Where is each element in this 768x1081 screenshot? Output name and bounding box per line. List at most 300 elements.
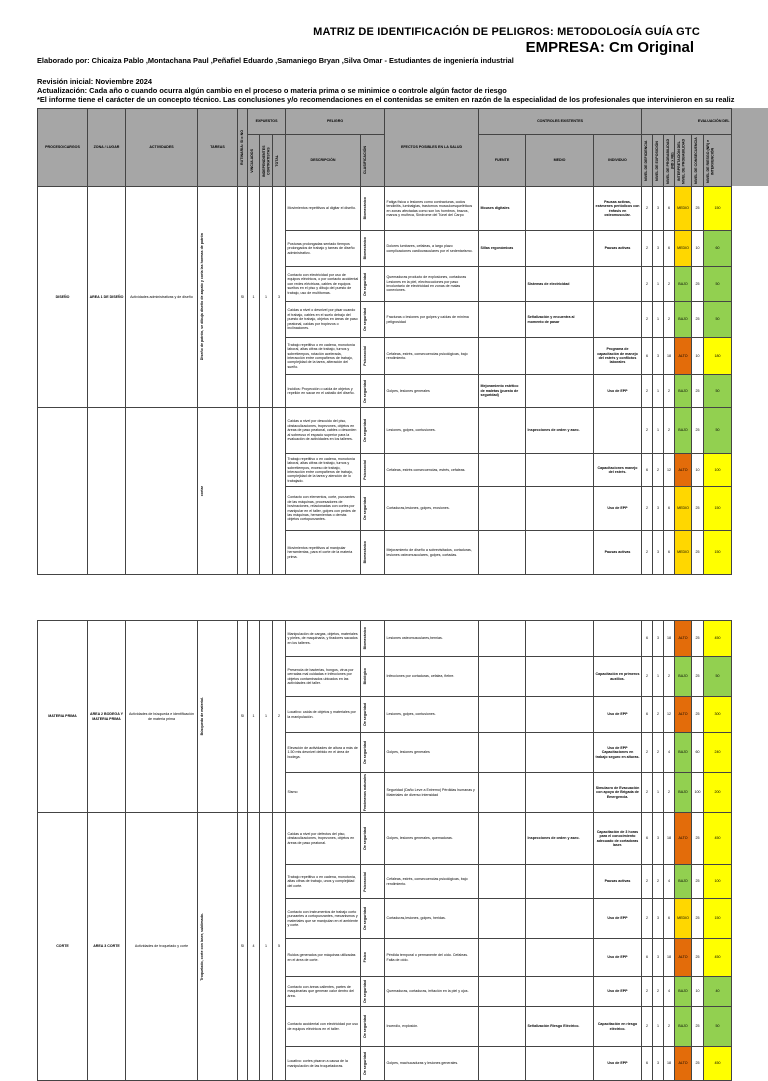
control-individuo: Programa de capacitación de manejo del estrés y conflictos laborales (594, 338, 642, 375)
control-fuente (479, 899, 526, 939)
group-total: 5 (273, 813, 286, 1081)
hazard-classification: Biomecánico (361, 531, 385, 575)
matrix-title: MATRIZ DE IDENTIFICACIÓN DE PELIGROS: METODOLOGÍA GUÍA GTC (313, 26, 700, 38)
nivel-riesgo: 300 (704, 697, 732, 733)
nivel-deficiencia: 2 (642, 865, 653, 899)
group-vinculados: 4 (248, 813, 260, 1081)
interpretacion-probabilidad: BAJO (675, 408, 692, 454)
control-individuo: Uso de EPP (594, 977, 642, 1007)
control-medio (526, 621, 594, 657)
control-fuente: Mejoramiento estético de maletas (puesto de seguridad) (479, 375, 526, 408)
nivel-consecuencia: 25 (692, 531, 704, 575)
health-effects: Golpes, lesiones generales (385, 733, 479, 773)
health-effects: Lesiones, golpes, contusiones. (385, 697, 479, 733)
group-actividades: Actividades de búsqueda e identificación de materia prima (126, 621, 198, 813)
nivel-deficiencia: 6 (642, 697, 653, 733)
nivel-probabilidad: 4 (664, 977, 675, 1007)
nivel-probabilidad: 18 (664, 338, 675, 375)
control-medio: Inspecciones de orden y aseo. (526, 408, 594, 454)
nivel-riesgo: 180 (704, 338, 732, 375)
nivel-riesgo: 150 (704, 187, 732, 231)
group-zona: AREA 2 BODEGA Y MATERIA PRIMA (88, 621, 126, 813)
control-individuo: Uso de EPP (594, 939, 642, 977)
interpretacion-probabilidad: BAJO (675, 302, 692, 338)
group-vinculados: 1 (248, 187, 260, 408)
nivel-probabilidad: 6 (664, 487, 675, 531)
health-effects: Incendio, explosión. (385, 1007, 479, 1047)
control-medio (526, 375, 594, 408)
hazard-classification: De seguridad (361, 267, 385, 302)
nivel-deficiencia: 2 (642, 657, 653, 697)
hazard-classification: De seguridad (361, 302, 385, 338)
nivel-probabilidad: 2 (664, 267, 675, 302)
nivel-riesgo: 150 (704, 487, 732, 531)
col-tareas: TAREAS (198, 109, 238, 187)
control-fuente (479, 1007, 526, 1047)
nivel-deficiencia: 2 (642, 267, 653, 302)
health-effects: Pérdida temporal o permanente del oído. Cefaleas. Falta de oído. (385, 939, 479, 977)
control-fuente (479, 865, 526, 899)
control-medio (526, 454, 594, 487)
interpretacion-probabilidad: MEDIO (675, 487, 692, 531)
group-rutinaria: SI (238, 187, 248, 408)
interpretacion-probabilidad: BAJO (675, 375, 692, 408)
nivel-probabilidad: 18 (664, 939, 675, 977)
hazard-classification: Fenómenos naturales (361, 773, 385, 813)
control-individuo (594, 302, 642, 338)
control-fuente (479, 302, 526, 338)
health-effects: Golpes, lesiones generales (385, 375, 479, 408)
col-nd: NIVEL DE DEFICIENCIA (642, 135, 653, 187)
col-nr: NIVEL DE RIESGO (NR) e INTERVENCIÓN (704, 135, 732, 187)
nivel-deficiencia: 6 (642, 939, 653, 977)
hazard-classification: De seguridad (361, 408, 385, 454)
table-row (38, 408, 732, 454)
nivel-consecuencia: 25 (692, 487, 704, 531)
nivel-deficiencia: 6 (642, 813, 653, 865)
hazard-description: Caídas a nivel por defectos del piso, obstaculizaciones, tropezones, objetos en áreas de paso peatonal. (286, 813, 361, 865)
nivel-exposicion: 3 (653, 939, 664, 977)
nivel-deficiencia: 2 (642, 408, 653, 454)
hazard-description: Presencia de bacterias, hongos, virus por cerradas mal cuidadas e infecciones por objetos contaminados ubicados en las actividades del taller. (286, 657, 361, 697)
control-fuente (479, 408, 526, 454)
col-peligro: PELIGRO (286, 109, 385, 135)
col-clasificacion: CLASIFICACIÓN (361, 135, 385, 187)
hazard-description: Contacto con electricidad por uso de equipos eléctricos, o por contacto accidental con redes eléctricas, cables de equipos sueltos en el piso y dibujo del puesto de trabajo, uso de multitomas. (286, 267, 361, 302)
interpretacion-probabilidad: MEDIO (675, 187, 692, 231)
control-fuente (479, 977, 526, 1007)
control-medio: Sistemas de electricidad (526, 267, 594, 302)
control-fuente (479, 697, 526, 733)
interpretacion-probabilidad: ALTO (675, 454, 692, 487)
control-individuo: Capacitación de 3 horas para el conocimiento adecuado de cortadoras laser. (594, 813, 642, 865)
nivel-probabilidad: 6 (664, 187, 675, 231)
control-medio (526, 657, 594, 697)
nivel-riesgo: 150 (704, 531, 732, 575)
nivel-riesgo: 50 (704, 408, 732, 454)
nivel-exposicion: 2 (653, 697, 664, 733)
control-fuente (479, 338, 526, 375)
matrix-header-table (37, 108, 732, 187)
group-independientes: 1 (260, 813, 273, 1081)
nivel-deficiencia: 2 (642, 487, 653, 531)
health-effects: Cortaduras,lesiones, golpes, heridas. (385, 899, 479, 939)
nivel-deficiencia: 6 (642, 1047, 653, 1081)
group-rutinaria (238, 408, 248, 575)
nivel-probabilidad: 18 (664, 813, 675, 865)
hazard-description: Contacto con áreas calientes, partes de maquinarias que generan calor dentro del área. (286, 977, 361, 1007)
health-effects: Fatiga física o lesiones como contracturas, codos tendinitis, lumbalgias, trastornos musculoesqueléticos en zonas afectadas como son los hombros, brazos, manos y muñeca, Síndrome del Túnel del Carpo (385, 187, 479, 231)
matrix-body-page1 (37, 186, 732, 575)
hazard-description: Trabajo repetitivo o en cadena, monotonía laboral, altas cifras de trabajo, turnos y sobretiempos, rotación acelerada, interacción entre compañeros de trabajo, complejidad de la tarea, alteración del sueño. (286, 338, 361, 375)
nivel-deficiencia: 6 (642, 454, 653, 487)
nivel-riesgo: 50 (704, 657, 732, 697)
col-medio: MEDIO (526, 135, 594, 187)
nivel-riesgo: 100 (704, 865, 732, 899)
nivel-deficiencia: 2 (642, 531, 653, 575)
nivel-consecuencia: 25 (692, 697, 704, 733)
control-medio: Inspecciones de orden y aseo. (526, 813, 594, 865)
control-individuo: Uso de EPP (594, 1047, 642, 1081)
nivel-riesgo: 200 (704, 773, 732, 813)
nivel-deficiencia: 6 (642, 338, 653, 375)
interpretacion-probabilidad: ALTO (675, 939, 692, 977)
nivel-probabilidad: 2 (664, 1007, 675, 1047)
control-fuente (479, 267, 526, 302)
hazard-description: Caídas a nivel o desnivel por pisar cuando el trabajo, cables en el suelo debajo del puesto de trabajo, objetos en áreas de paso peatonal, caídas por tropiezos o inclinaciones. (286, 302, 361, 338)
control-medio (526, 187, 594, 231)
nivel-probabilidad: 12 (664, 697, 675, 733)
nivel-exposicion: 3 (653, 231, 664, 267)
nivel-deficiencia: 2 (642, 187, 653, 231)
nivel-deficiencia: 2 (642, 231, 653, 267)
nivel-exposicion: 1 (653, 657, 664, 697)
interpretacion-probabilidad: ALTO (675, 1047, 692, 1081)
nivel-exposicion: 1 (653, 773, 664, 813)
nivel-probabilidad: 6 (664, 231, 675, 267)
control-medio (526, 1047, 594, 1081)
nivel-consecuencia: 25 (692, 302, 704, 338)
hazard-classification: Biológico (361, 657, 385, 697)
control-individuo: Uso de EPP (594, 697, 642, 733)
group-proceso (38, 408, 88, 575)
hazard-description: Manipulación de cargas, objetos, materiales y pieles, de maquinaria, y tiradores sacados en los talleres. (286, 621, 361, 657)
col-evaluacion: EVALUACIÓN DEL (642, 109, 732, 135)
control-medio (526, 899, 594, 939)
col-inp: INTERPRETACIÓN DEL NIVEL DE PROBABILIDAD (675, 135, 692, 187)
nivel-consecuencia: 25 (692, 621, 704, 657)
nivel-riesgo: 40 (704, 977, 732, 1007)
control-medio (526, 697, 594, 733)
col-descripcion: DESCRIPCIÓN (286, 135, 361, 187)
hazard-description: Contacto con elementos, corte, punzantes de las máquinas, procesadores de bovinaciones, relacionadas con cortes por manipular en el taller, golpes con pedes de las máquinas, herramientas o demás objetos cortopunzantes. (286, 487, 361, 531)
hazard-classification: De seguridad (361, 1047, 385, 1081)
nivel-deficiencia: 2 (642, 375, 653, 408)
interpretacion-probabilidad: BAJO (675, 1007, 692, 1047)
nivel-riesgo: 50 (704, 302, 732, 338)
hazard-classification: Biomecánico (361, 231, 385, 267)
nivel-exposicion: 3 (653, 187, 664, 231)
nivel-riesgo: 450 (704, 813, 732, 865)
control-individuo (594, 267, 642, 302)
health-effects: Infecciones por cortaduras, cefalea, fiebre. (385, 657, 479, 697)
control-medio: Señalización y encuentra al momento de pasar (526, 302, 594, 338)
nivel-probabilidad: 2 (664, 302, 675, 338)
nivel-consecuencia: 25 (692, 813, 704, 865)
health-effects: Fracturas o lesiones por golpes y caídas de mínima peligrosidad (385, 302, 479, 338)
control-individuo: Capacitación en primeros auxilios. (594, 657, 642, 697)
health-effects: Cefaleas, estrés, consecuencias psicológicas, bajo rendimiento. (385, 338, 479, 375)
nivel-exposicion: 3 (653, 1047, 664, 1081)
control-individuo (594, 408, 642, 454)
control-medio (526, 977, 594, 1007)
control-fuente (479, 773, 526, 813)
nivel-probabilidad: 4 (664, 865, 675, 899)
nivel-consecuencia: 25 (692, 408, 704, 454)
col-expuestos: EXPUESTOS (248, 109, 286, 135)
col-controles: CONTROLES EXISTENTES (479, 109, 642, 135)
col-fuente: FUENTE (479, 135, 526, 187)
hazard-description: Trabajo repetitivo o en cadena, monotonía laboral, altas cifras de trabajo, turnos y sobretiempos, exceso de trabajo, interacción entre compañeros de trabajo, complejidad de la tarea y atención de lo trabajado. (286, 454, 361, 487)
hazard-description: Trabajo repetitivo o en cadena, monotonía, altas cifras de trabajo, unos y complejidad del corte. (286, 865, 361, 899)
health-effects: Quemaduras producto de explosiones, cortaduras Lesiones en la piel, electrocuciones por paso involuntario de electricidad en zonas de malas conexiones. (385, 267, 479, 302)
health-effects: Quemaduras, cortaduras, irritación en la piel y ojos. (385, 977, 479, 1007)
nivel-consecuencia: 25 (692, 657, 704, 697)
authors-line: Elaborado por: Chicaiza Pablo ,Montachana Paul ,Peñafiel Eduardo ,Samaniego Bryan ,Silva Omar - Estudiantes de ingeniería industrial (37, 56, 514, 65)
nivel-exposicion: 2 (653, 865, 664, 899)
health-effects: Golpes, machucaduras y lesiones generales. (385, 1047, 479, 1081)
health-effects: Seguridad (Daño Leve a Extremo) Pérdidas humanas y Materiales de diverso intensidad (385, 773, 479, 813)
group-tareas: Troquelado, corte con laser, sublimado. (198, 813, 238, 1081)
table-row (38, 187, 732, 231)
group-independientes: 1 (260, 621, 273, 813)
interpretacion-probabilidad: MEDIO (675, 231, 692, 267)
hazard-classification: Psicosocial (361, 338, 385, 375)
nivel-exposicion: 3 (653, 813, 664, 865)
control-individuo: Capacitación en riesgo eléctrico. (594, 1007, 642, 1047)
control-fuente (479, 1047, 526, 1081)
control-fuente: Sillas ergonómicas (479, 231, 526, 267)
group-total (273, 408, 286, 575)
nivel-riesgo: 240 (704, 733, 732, 773)
control-medio: Señalización Riesgo Eléctrico. (526, 1007, 594, 1047)
hazard-description: Incidios: Proyección o caída de objetos y repellón en sacar en el caballo del diseño. (286, 375, 361, 408)
group-vinculados: 1 (248, 621, 260, 813)
nivel-exposicion: 3 (653, 621, 664, 657)
hazard-classification: Psicosocial (361, 865, 385, 899)
nivel-riesgo: 50 (704, 375, 732, 408)
col-individuo: INDIVIDUO (594, 135, 642, 187)
hazard-description: Ruidos generados por máquinas utilizadas en el área de corte. (286, 939, 361, 977)
health-effects: Dolores lumbares, cefaleas, a largo plazo complicaciones cardiovasculares por el sedentarismo. (385, 231, 479, 267)
nivel-riesgo: 450 (704, 1047, 732, 1081)
control-medio (526, 773, 594, 813)
control-fuente (479, 733, 526, 773)
health-effects: Cefaleas, estrés, consecuencias psicológicas, bajo rendimiento. (385, 865, 479, 899)
nivel-consecuencia: 25 (692, 899, 704, 939)
interpretacion-probabilidad: BAJO (675, 733, 692, 773)
nivel-deficiencia: 2 (642, 302, 653, 338)
group-proceso: CORTE (38, 813, 88, 1081)
nivel-consecuencia: 10 (692, 231, 704, 267)
group-zona: AREA 1 DE DISEÑO (88, 187, 126, 408)
nivel-probabilidad: 2 (664, 657, 675, 697)
update-line: Actualización: Cada año o cuando ocurra algún cambio en el proceso o materia prima o se minimice o controle algún factor de riesgo (37, 86, 507, 95)
hazard-description: Elevación de actividades de altura a más de 1.50 mts desnivel debido en el área de bodega. (286, 733, 361, 773)
group-zona: AREA 3 CORTE (88, 813, 126, 1081)
nivel-exposicion: 2 (653, 454, 664, 487)
group-proceso: MATERIA PRIMA (38, 621, 88, 813)
nivel-consecuencia: 25 (692, 1047, 704, 1081)
group-independientes: 1 (260, 187, 273, 408)
hazard-classification: De seguridad (361, 375, 385, 408)
health-effects: Lesiones, golpes, contusiones. (385, 408, 479, 454)
interpretacion-probabilidad: ALTO (675, 813, 692, 865)
hazard-description: Contacto accidental con electricidad por uso de equipos eléctricos en el taller. (286, 1007, 361, 1047)
control-medio (526, 939, 594, 977)
hazard-description: Sismo (286, 773, 361, 813)
interpretacion-probabilidad: BAJO (675, 657, 692, 697)
nivel-consecuencia: 25 (692, 1007, 704, 1047)
hazard-classification: De seguridad (361, 899, 385, 939)
nivel-probabilidad: 2 (664, 773, 675, 813)
nivel-riesgo: 450 (704, 939, 732, 977)
group-rutinaria: SI (238, 621, 248, 813)
control-medio (526, 865, 594, 899)
nivel-exposicion: 2 (653, 977, 664, 1007)
nivel-exposicion: 1 (653, 302, 664, 338)
hazard-description: Caídas a nivel por descuido del piso, obstaculizaciones, tropezones, objetos en áreas de paso peatonal, cables o desorden al sobreuso el espacio superior para la evaluación de actividades en los talleres. (286, 408, 361, 454)
nivel-exposicion: 3 (653, 338, 664, 375)
col-np: NIVEL DE PROBABILIDAD (ND x NE) (664, 135, 675, 187)
nivel-deficiencia: 2 (642, 733, 653, 773)
nivel-probabilidad: 2 (664, 408, 675, 454)
nivel-riesgo: 150 (704, 899, 732, 939)
group-total: 2 (273, 621, 286, 813)
note-line: *El informe tiene el carácter de un concepto técnico. Las conclusiones y/o recomendaciones en el contenidas se emiten en razón de la especialidad de los profesionales que intervinieron en su realiz (37, 95, 735, 104)
hazard-classification: De seguridad (361, 1007, 385, 1047)
hazard-classification: Biomecánico (361, 621, 385, 657)
control-fuente (479, 531, 526, 575)
nivel-deficiencia: 6 (642, 621, 653, 657)
nivel-probabilidad: 6 (664, 899, 675, 939)
col-rutinaria: RUTINARIA: SI o NO (238, 109, 248, 187)
control-medio (526, 231, 594, 267)
nivel-consecuencia: 100 (692, 773, 704, 813)
nivel-consecuencia: 25 (692, 939, 704, 977)
interpretacion-probabilidad: MEDIO (675, 531, 692, 575)
col-nc: NIVEL DE CONSECUENCIA (692, 135, 704, 187)
col-total: TOTAL (273, 135, 286, 187)
interpretacion-probabilidad: ALTO (675, 621, 692, 657)
hazard-classification: De seguridad (361, 977, 385, 1007)
nivel-consecuencia: 10 (692, 454, 704, 487)
matrix-body-page2 (37, 620, 732, 1081)
hazard-classification: De seguridad (361, 697, 385, 733)
nivel-probabilidad: 4 (664, 733, 675, 773)
interpretacion-probabilidad: MEDIO (675, 899, 692, 939)
hazard-classification: De seguridad (361, 733, 385, 773)
health-effects: Cortaduras,lesiones, golpes, erosiones. (385, 487, 479, 531)
nivel-probabilidad: 18 (664, 621, 675, 657)
col-efectos: EFECTOS POSIBLES EN LA SALUD (385, 109, 479, 187)
col-vinculados: VINCULADOS (248, 135, 260, 187)
control-individuo: Pausas activas (594, 531, 642, 575)
control-individuo: Pausas activas (594, 231, 642, 267)
group-actividades: Actividades administrativas y de diseño (126, 187, 198, 408)
control-individuo: Uso de EPP Capacitaciones en trabajo seguro en alturas. (594, 733, 642, 773)
health-effects: Golpes, lesiones generales, quemaduras. (385, 813, 479, 865)
nivel-consecuencia: 10 (692, 338, 704, 375)
group-proceso: DISEÑO (38, 187, 88, 408)
control-fuente (479, 621, 526, 657)
nivel-consecuencia: 25 (692, 267, 704, 302)
group-tareas: cortar (198, 408, 238, 575)
company-name: EMPRESA: Cm Original (525, 39, 694, 56)
col-proceso: PROCESO/CARGOS (38, 109, 88, 187)
group-vinculados (248, 408, 260, 575)
health-effects: Mejoramiento de diseño a sobrevisitados, cortaduras, lesiones osteomusculares, golpes, cortadas. (385, 531, 479, 575)
nivel-riesgo: 450 (704, 621, 732, 657)
control-medio (526, 487, 594, 531)
interpretacion-probabilidad: BAJO (675, 267, 692, 302)
nivel-exposicion: 1 (653, 408, 664, 454)
interpretacion-probabilidad: BAJO (675, 977, 692, 1007)
nivel-exposicion: 1 (653, 375, 664, 408)
nivel-probabilidad: 18 (664, 1047, 675, 1081)
report-header (0, 0, 768, 108)
hazard-description: Posturas prolongadas sentado tiempos prolongados de trabajo y tareas de diseño administrativo. (286, 231, 361, 267)
control-fuente (479, 487, 526, 531)
nivel-riesgo: 50 (704, 1007, 732, 1047)
nivel-consecuencia: 10 (692, 977, 704, 1007)
control-individuo: Pausas activas, exámenes periódicos con énfasis en osteomuscular. (594, 187, 642, 231)
control-individuo (594, 621, 642, 657)
nivel-consecuencia: 60 (692, 733, 704, 773)
control-individuo: Uso de EPP (594, 375, 642, 408)
nivel-riesgo: 60 (704, 231, 732, 267)
control-medio (526, 733, 594, 773)
nivel-exposicion: 3 (653, 899, 664, 939)
nivel-exposicion: 3 (653, 531, 664, 575)
control-individuo: Simulacro de Evacuación con apoyo de Brigada de Emergencia. (594, 773, 642, 813)
nivel-probabilidad: 2 (664, 375, 675, 408)
control-fuente (479, 939, 526, 977)
health-effects: Lesiones osteomusculares,hernias. (385, 621, 479, 657)
col-independientes: INDEPENDIENTES CONTRATISTAS (260, 135, 273, 187)
hazard-description: Contacto con instrumentos de trabajo corto punzantes a cortopunzantes, mecanismos y materiales que se manipulan en el ambiente y corte. (286, 899, 361, 939)
table-row (38, 813, 732, 865)
health-effects: Cefaleas, estrés consecuencias, estrés, cefaleas. (385, 454, 479, 487)
control-fuente (479, 454, 526, 487)
interpretacion-probabilidad: BAJO (675, 773, 692, 813)
hazard-description: Movimientos repetitivos al manipular herramientas, para el corte de la materia prima. (286, 531, 361, 575)
header-overflow-shade (731, 108, 768, 186)
control-individuo: Uso de EPP (594, 487, 642, 531)
nivel-probabilidad: 6 (664, 531, 675, 575)
control-individuo: Uso de EPP (594, 899, 642, 939)
group-total: 3 (273, 187, 286, 408)
revision-line: Revisión inicial: Noviembre 2024 (37, 77, 153, 86)
hazard-classification: De seguridad (361, 487, 385, 531)
nivel-probabilidad: 12 (664, 454, 675, 487)
group-actividades (126, 408, 198, 575)
control-individuo: Capacitaciones manejo del estrés. (594, 454, 642, 487)
control-medio (526, 531, 594, 575)
control-medio (526, 338, 594, 375)
nivel-riesgo: 50 (704, 267, 732, 302)
nivel-deficiencia: 2 (642, 773, 653, 813)
